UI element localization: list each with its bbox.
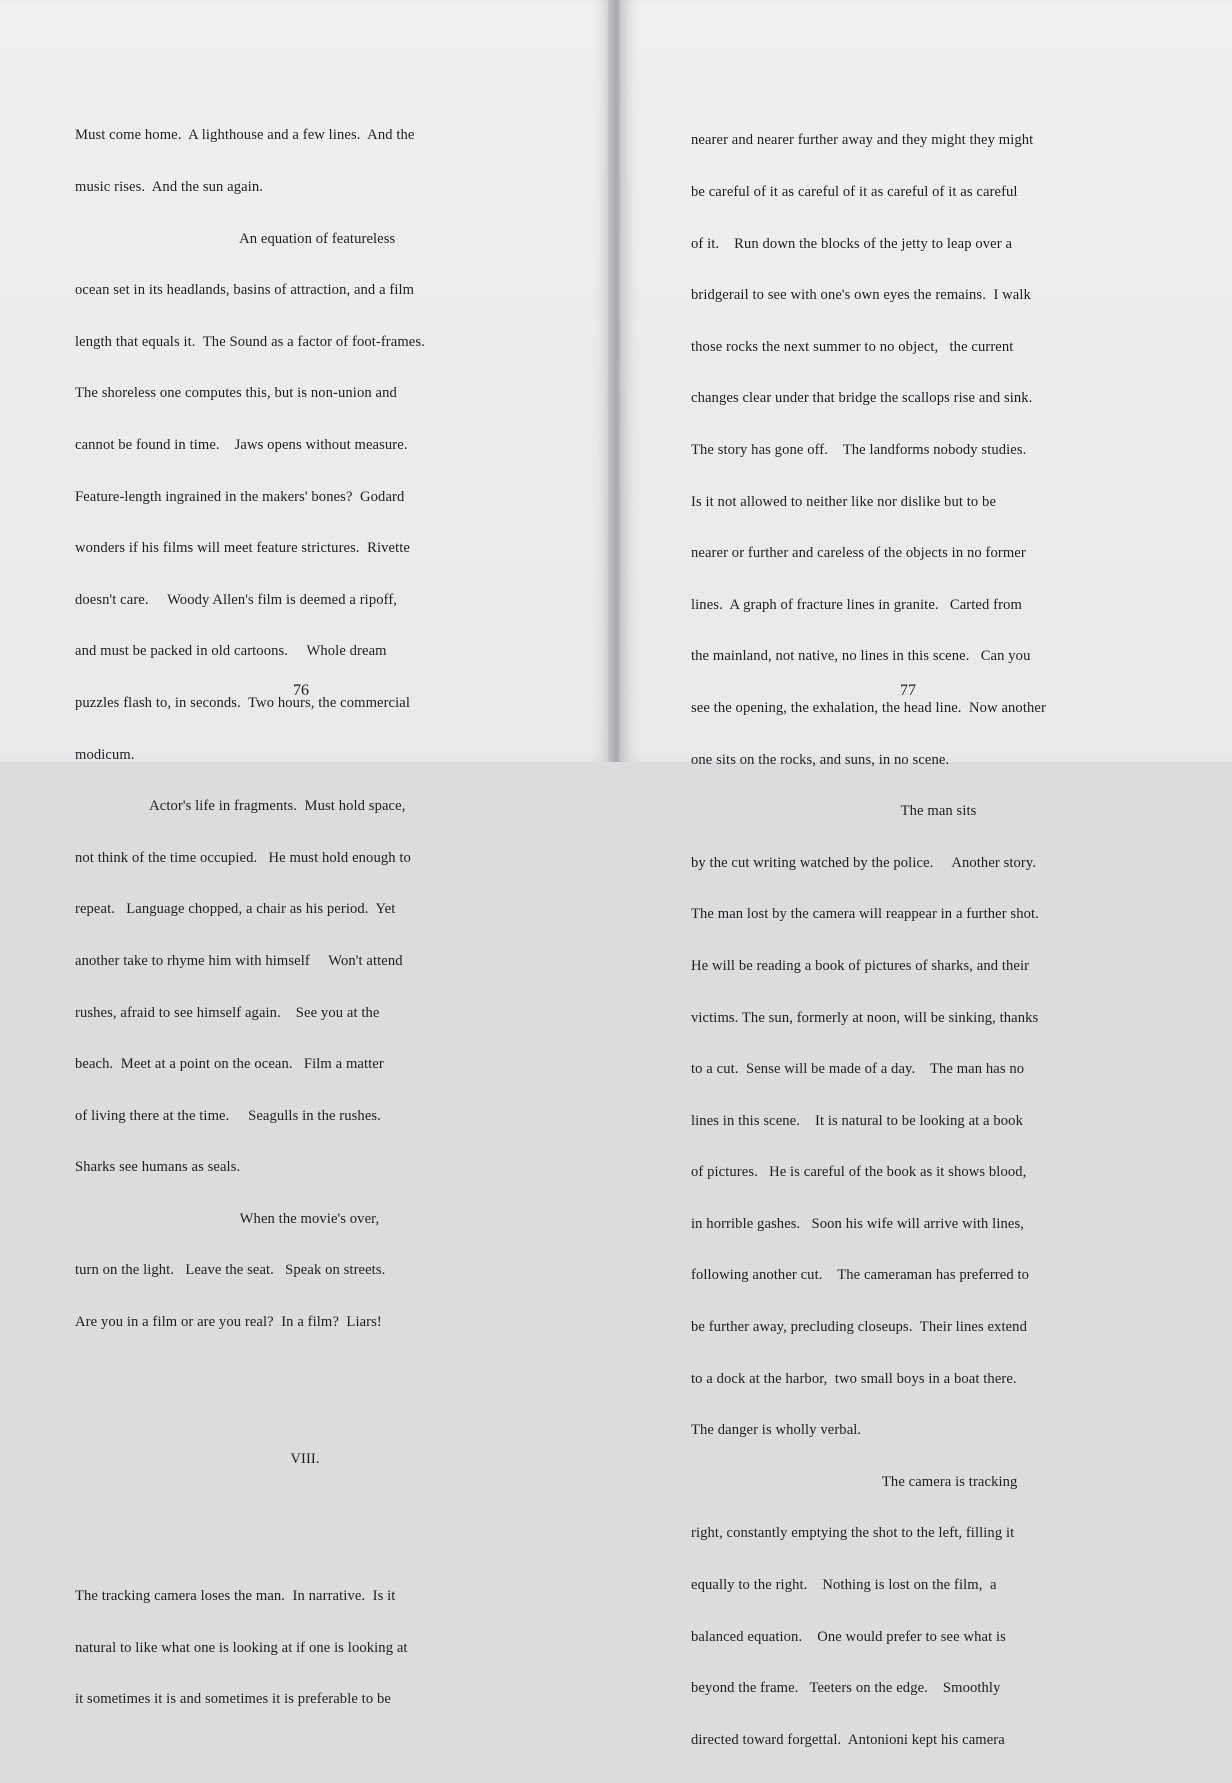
text-line: turn on the light. Leave the seat. Speak on streets. xyxy=(75,1262,386,1279)
text-line: He will be reading a book of pictures of sharks, and their xyxy=(691,957,1030,974)
text-line: Must come home. A lighthouse and a few lines. And the xyxy=(75,127,415,144)
text-line: The camera is tracking xyxy=(691,1473,1018,1490)
page-number: 77 xyxy=(900,682,916,699)
section-numeral: VIII. xyxy=(290,1451,320,1468)
text-line: directed toward forgettal. Antonioni kept his camera xyxy=(691,1731,1005,1748)
text-line: doesn't care. Woody Allen's film is deemed a ripoff, xyxy=(75,591,398,608)
text-line: lines in this scene. It is natural to be looking at a book xyxy=(691,1112,1023,1129)
text-line: equally to the right. Nothing is lost on the film, a xyxy=(691,1577,997,1594)
section-gap xyxy=(75,1366,535,1417)
text-line: it sometimes it is and sometimes it is preferable to be xyxy=(75,1691,391,1708)
text-line: not think of the time occupied. He must hold enough to xyxy=(75,849,411,866)
text-line: Are you in a film or are you real? In a film? Liars! xyxy=(75,1314,382,1331)
right-page xyxy=(620,0,1232,1748)
text-line: those rocks the next summer to no object, the current xyxy=(691,338,1014,355)
section-gap xyxy=(75,1503,535,1554)
text-line: bridgerail to see with one's own eyes the remains. I walk xyxy=(691,287,1031,304)
text-line: beyond the frame. Teeters on the edge. Smoothly xyxy=(691,1680,1001,1697)
text-line: The man sits xyxy=(691,803,977,820)
text-line: of it. Run down the blocks of the jetty to leap over a xyxy=(691,235,1013,252)
text-line: balanced equation. One would prefer to see what is xyxy=(691,1628,1006,1645)
text-line: length that equals it. The Sound as a factor of foot-frames. xyxy=(75,333,425,350)
text-line: repeat. Language chopped, a chair as his period. Yet xyxy=(75,901,396,918)
text-line: another take to rhyme him with himself Won't attend xyxy=(75,952,403,969)
text-line: of living there at the time. Seagulls in the rushes. xyxy=(75,1107,381,1124)
left-page-text xyxy=(75,93,535,1743)
right-page-text xyxy=(691,98,1176,1783)
text-line: modicum. xyxy=(75,746,135,763)
text-line: in horrible gashes. Soon his wife will arrive with lines, xyxy=(691,1215,1024,1232)
text-line: changes clear under that bridge the scallops rise and sink. xyxy=(691,390,1033,407)
text-line: beach. Meet at a point on the ocean. Film a matter xyxy=(75,1056,384,1073)
text-line: wonders if his films will meet feature strictures. Rivette xyxy=(75,540,410,557)
text-line: to a dock at the harbor, two small boys in a boat there. xyxy=(691,1370,1017,1387)
text-line: by the cut writing watched by the police. Another story. xyxy=(691,854,1037,871)
text-line: one sits on the rocks, and suns, in no scene. xyxy=(691,751,950,768)
left-page xyxy=(0,0,612,1708)
text-line: Actor's life in fragments. Must hold space, xyxy=(75,798,406,815)
text-line: puzzles flash to, in seconds. Two hours, the commercial xyxy=(75,694,411,711)
text-line: The shoreless one computes this, but is non-union and xyxy=(75,385,397,402)
text-line: and must be packed in old cartoons. Whole dream xyxy=(75,643,387,660)
text-line: ocean set in its headlands, basins of attraction, and a film xyxy=(75,282,415,299)
text-line: to a cut. Sense will be made of a day. The man has no xyxy=(691,1061,1025,1078)
text-line: Sharks see humans as seals. xyxy=(75,1159,241,1176)
text-line: The story has gone off. The landforms nobody studies. xyxy=(691,441,1027,458)
text-line: Is it not allowed to neither like nor dislike but to be xyxy=(691,493,997,510)
text-line: nearer or further and careless of the objects in no former xyxy=(691,545,1026,562)
text-line: following another cut. The cameraman has preferred to xyxy=(691,1267,1030,1284)
text-line: The man lost by the camera will reappear in a further shot. xyxy=(691,906,1039,923)
text-line: lines. A graph of fracture lines in granite. Carted from xyxy=(691,596,1022,613)
text-line: rushes, afraid to see himself again. See you at the xyxy=(75,1004,380,1021)
text-line: nearer and nearer further away and they might they might xyxy=(691,132,1034,149)
text-line: of pictures. He is careful of the book as it shows blood, xyxy=(691,1164,1027,1181)
text-line: The tracking camera loses the man. In narrative. Is it xyxy=(75,1588,396,1605)
text-line: victims. The sun, formerly at noon, will be sinking, thanks xyxy=(691,1009,1039,1026)
text-line: be careful of it as careful of it as careful of it as careful xyxy=(691,184,1018,200)
text-line: see the opening, the exhalation, the head line. Now another xyxy=(691,699,1046,716)
text-line: natural to like what one is looking at if one is looking at xyxy=(75,1639,408,1656)
text-line: be further away, precluding closeups. Their lines extend xyxy=(691,1319,1027,1336)
text-line: right, constantly emptying the shot to the left, filling it xyxy=(691,1525,1015,1542)
text-line: An equation of featureless xyxy=(75,230,396,247)
page-number: 76 xyxy=(293,682,309,699)
text-line: the mainland, not native, no lines in this scene. Can you xyxy=(691,648,1031,665)
text-line: Feature-length ingrained in the makers' bones? Godard xyxy=(75,488,405,505)
text-line: The danger is wholly verbal. xyxy=(691,1422,862,1439)
text-line: cannot be found in time. Jaws opens without measure. xyxy=(75,436,408,453)
text-line: When the movie's over, xyxy=(75,1210,380,1227)
text-line: music rises. And the sun again. xyxy=(75,179,264,195)
